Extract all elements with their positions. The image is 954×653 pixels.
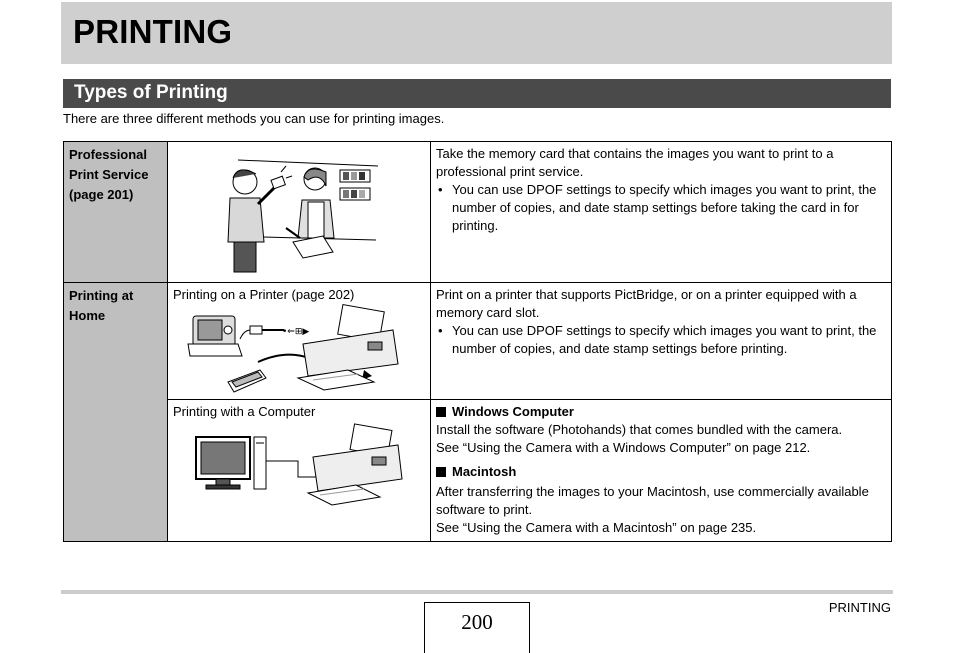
table-row (64, 400, 892, 542)
section-header (63, 79, 891, 108)
printer-illustration (168, 304, 430, 394)
windows-heading (436, 403, 886, 421)
method-label: Printing with a Computer (173, 404, 316, 419)
category-line: Home (69, 308, 106, 323)
table-row (64, 283, 892, 400)
mac-heading (436, 463, 886, 481)
footer-divider (61, 590, 893, 594)
square-bullet-icon (436, 407, 446, 417)
intro-text: There are three different methods you can use for printing images. (63, 111, 445, 126)
description-text: Take the memory card that contains the images you want to print to a professional print service. (436, 146, 834, 179)
category-cell (64, 142, 168, 283)
description-cell (431, 142, 892, 283)
page-title: PRINTING (73, 13, 233, 50)
description-cell (431, 400, 892, 542)
description-cell (431, 283, 892, 400)
title-bar (61, 2, 892, 64)
mac-heading-text: Macintosh (452, 464, 517, 479)
category-line: Printing at (69, 288, 134, 303)
page-number: 200 (461, 610, 493, 634)
windows-heading-text: Windows Computer (452, 404, 574, 419)
category-line: Print Service (69, 167, 149, 182)
description-text: Install the software (Photohands) that comes bundled with the camera. (436, 422, 843, 437)
print-shop-illustration (168, 142, 430, 277)
illustration-cell (168, 400, 431, 542)
svg-text:•⇐⊞▶: •⇐⊞▶ (282, 327, 310, 337)
bullet-text: • You can use DPOF settings to specify which images you want to print, the number of copies, and date stamp settings before taking the card in for printing. (436, 181, 886, 235)
page-number-box (424, 602, 530, 653)
section-title: Types of Printing (74, 82, 228, 103)
method-label: Printing on a Printer (page 202) (173, 287, 355, 302)
description-text: See “Using the Camera with a Windows Computer” on page 212. (436, 440, 811, 455)
footer-label: PRINTING (828, 600, 891, 615)
description-text: After transferring the images to your Macintosh, use commercially available software to print. (436, 484, 869, 517)
square-bullet-icon (436, 467, 446, 477)
printing-types-table (63, 141, 892, 542)
description-text: See “Using the Camera with a Macintosh” on page 235. (436, 520, 757, 535)
computer-printer-illustration (168, 421, 430, 511)
bullet-text: • You can use DPOF settings to specify which images you want to print, the number of copies, and date stamp settings before printing. (436, 322, 886, 358)
category-line: Professional (69, 147, 148, 162)
table-row (64, 142, 892, 283)
illustration-cell (168, 283, 431, 400)
category-line: (page 201) (69, 187, 134, 202)
category-cell (64, 283, 168, 542)
description-text: Print on a printer that supports PictBridge, or on a printer equipped with a memory card slot. (436, 287, 857, 320)
illustration-cell (168, 142, 431, 283)
